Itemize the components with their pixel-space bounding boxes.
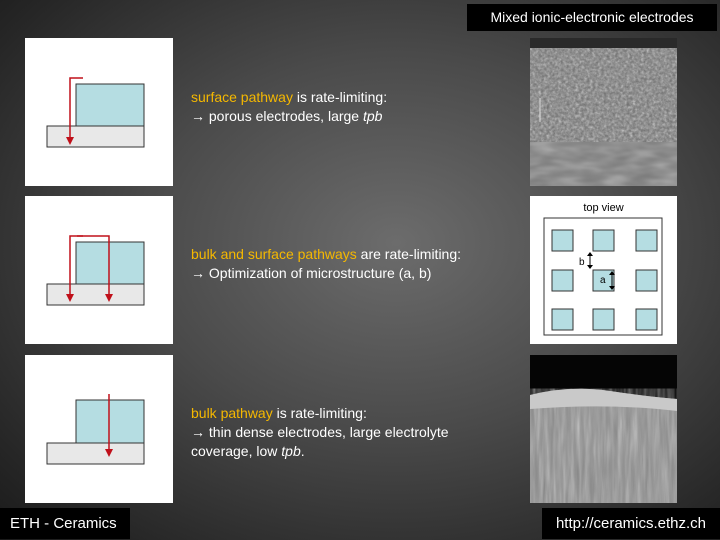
row1-highlight: surface pathway: [191, 89, 293, 105]
row1-rest: is rate-limiting:: [292, 89, 388, 105]
row2-text: [191, 245, 461, 283]
row3-line3-italic: tpb: [281, 443, 301, 459]
bulk-pathway-diagram: [25, 355, 173, 503]
row3-highlight: bulk pathway: [191, 405, 273, 421]
row3-rest: is rate-limiting:: [272, 405, 367, 421]
row1-text: [191, 88, 387, 126]
footer-institution: ETH - Ceramics: [0, 508, 130, 539]
bulk-and-surface-pathway-diagram: [25, 196, 173, 344]
surface-pathway-diagram: [25, 38, 173, 186]
porous-electrode-micrograph: [530, 38, 677, 186]
footer-url[interactable]: http://ceramics.ethz.ch: [542, 508, 720, 539]
row1-line2: → porous electrodes, large: [191, 108, 363, 124]
row3-line3: coverage, low: [191, 443, 282, 459]
row2-line2: → Optimization of microstructure (a, b): [191, 265, 432, 281]
row2-rest: are rate-limiting:: [356, 246, 462, 262]
row3-line2: → thin dense electrodes, large electrolyte: [191, 424, 449, 440]
dense-electrode-micrograph: [530, 355, 677, 503]
row1-line2-italic: tpb: [362, 108, 383, 124]
dimension-a-label: a: [600, 275, 606, 286]
top-view-label: top view: [583, 202, 624, 214]
row3-text: [191, 404, 449, 461]
row2-highlight: bulk and surface pathways: [191, 246, 357, 262]
row3-line3-suffix: .: [300, 443, 305, 459]
top-view-schematic: [530, 196, 677, 344]
dimension-b-label: b: [579, 257, 585, 268]
slide-title: Mixed ionic-electronic electrodes: [467, 4, 717, 31]
